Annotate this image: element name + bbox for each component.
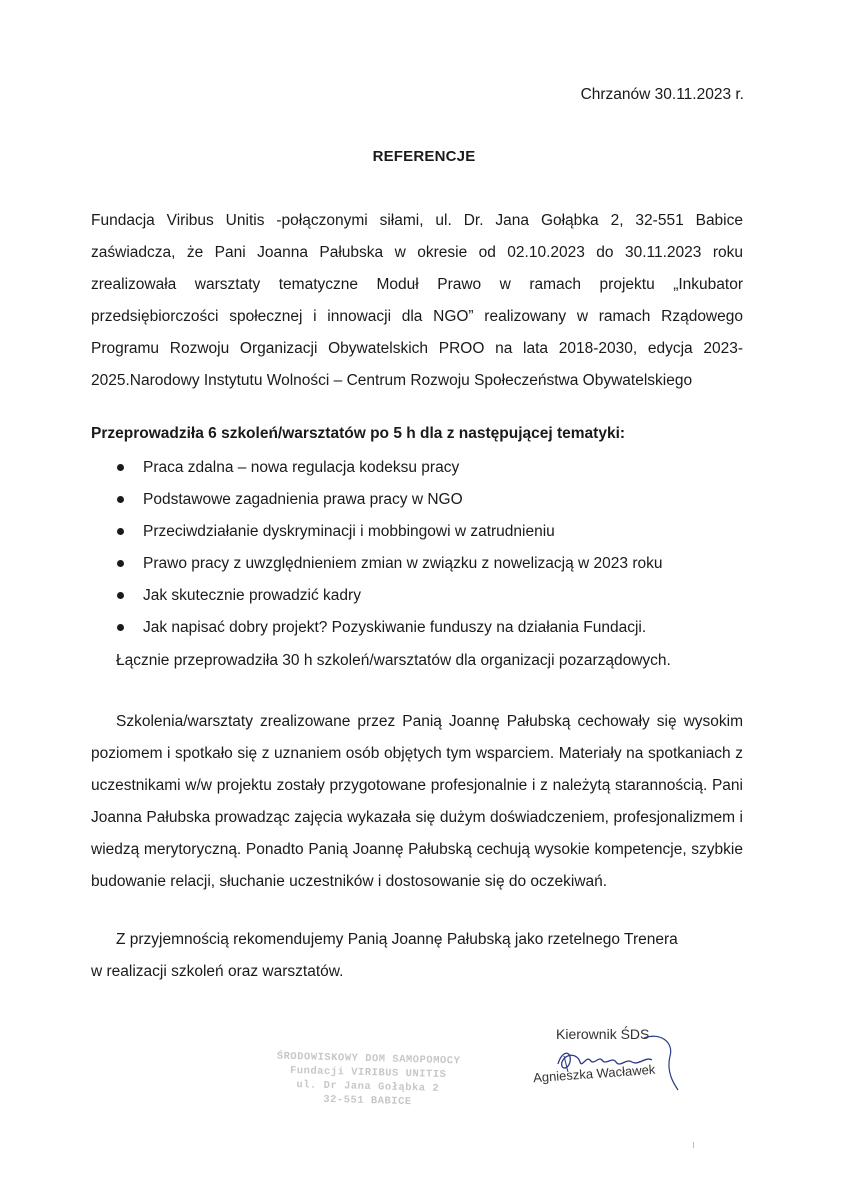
bullet-icon [117,496,124,503]
place-date: Chrzanów 30.11.2023 r. [580,86,744,103]
total-hours: Łącznie przeprowadziła 30 h szkoleń/warsztatów dla organizacji pozarządowych. [116,652,671,669]
stamp-line: Fundacji VIRIBUS UNITIS [289,1064,447,1082]
recommendation-line-2: w realizacji szkoleń oraz warsztatów. [91,963,344,980]
scan-mark [693,1142,694,1148]
assessment-paragraph: Szkolenia/warsztaty zrealizowane przez Panią Joannę Pałubską cechowały się wysokim poziomem i spotkało się z uznaniem osób objętych tym wsparciem. Materiały na spotkaniach z uczestnikami w/w projektu zostały przygotowane profesjonalnie i z należytą starannością. Pani Joanna Pałubska prowadząc zajęcia wykazała się dużym doświadczeniem, profesjonalizmem i wiedzą merytoryczną. Ponadto Panią Joannę Pałubską cechują wysokie kompetencje, szybkie budowanie relacji, słuchanie uczestników i dostosowanie się do oczekiwań. [91,713,743,890]
topics-heading: Przeprowadziła 6 szkoleń/warsztatów po 5 h dla z następującej tematyki: [91,425,626,442]
list-item [91,548,662,580]
stamp-line: ul. Dr Jana Gołąbka 2 [296,1079,440,1095]
list-item [91,516,662,548]
intro-paragraph: Fundacja Viribus Unitis -połączonymi siłami, ul. Dr. Jana Gołąbka 2, 32-551 Babice zaświadcza, że Pani Joanna Pałubska w okresie od 02.10.2023 do 30.11.2023 roku zrealizowała warsztaty tematyczne Moduł Prawo w ramach projektu „Inkubator przedsiębiorczości społecznej i innowacji dla NGO” realizowany w ramach Rządowego Programu Rozwoju Organizacji Obywatelskich PROO na lata 2018-2030, edycja 2023-2025.Narodowy Instytutu Wolności – Centrum Rozwoju Społeczeństwa Obywatelskiego [91,212,743,389]
bullet-icon [117,528,124,535]
bullet-icon [117,560,124,567]
list-item [91,612,662,644]
list-item [91,580,662,612]
bullet-icon [117,592,124,599]
stamp-line: ŚRODOWISKOWY DOM SAMOPOMOCY [276,1050,461,1068]
handwritten-signature [528,1026,688,1096]
signatory-title: Kierownik ŚDS [556,1026,650,1042]
list-item [91,452,662,484]
bullet-icon [117,624,124,631]
signatory-name: Agnieszka Wacławek [532,1061,656,1086]
list-item [91,484,662,516]
signature-block [528,1026,688,1096]
topic-text: Przeciwdziałanie dyskryminacji i mobbingowi w zatrudnieniu [143,523,555,540]
topic-text: Jak napisać dobry projekt? Pozyskiwanie funduszy na działania Fundacji. [143,619,647,636]
recommendation-line-1: Z przyjemnością rekomendujemy Panią Joannę Pałubską jako rzetelnego Trenera [116,931,678,948]
topic-text: Praca zdalna – nowa regulacja kodeksu pracy [143,459,460,476]
topics-list [91,452,662,644]
stamp-line: 32-551 BABICE [323,1093,412,1109]
topic-text: Prawo pracy z uwzględnieniem zmian w związku z nowelizacją w 2023 roku [143,555,663,572]
organization-stamp [267,1049,468,1110]
bullet-icon [117,464,124,471]
topic-text: Jak skutecznie prowadzić kadry [143,587,361,604]
topic-text: Podstawowe zagadnienia prawa pracy w NGO [143,491,463,508]
recommendation-paragraph [91,924,743,988]
document-title: REFERENCJE [372,148,476,165]
